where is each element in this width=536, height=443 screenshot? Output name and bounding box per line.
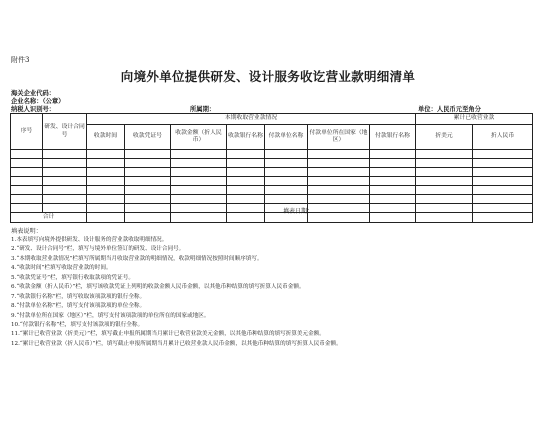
table-row xyxy=(11,186,533,195)
note-item: 12.“累计已收营业款（折人民币）”栏，填写截止申报所属期当月累计已收营业款人民币金额，以其他币种结算的填写折算人民币金额。 xyxy=(11,340,342,347)
document-title: 向境外单位提供研发、设计服务收讫营业款明细清单 xyxy=(120,69,416,84)
notes-title: 填表说明： xyxy=(11,228,42,235)
note-item: 9.“付款单位所在国家（地区）”栏，填写支付该项款项的单位所在的国家或地区。 xyxy=(11,312,210,319)
col-payer-country-header: 付款单位所在国家（地区） xyxy=(308,125,370,150)
col-voucher-no-header: 收款凭证号 xyxy=(125,125,171,150)
total-label: 合计 xyxy=(11,213,87,223)
fill-date-label: 填表日期： xyxy=(283,208,314,215)
table-row xyxy=(11,168,533,177)
note-item: 4.“收款时间”栏填写收取营业款的时间。 xyxy=(11,265,112,272)
total-row xyxy=(11,213,533,223)
col-receiving-bank-header: 收款银行名称 xyxy=(227,125,265,150)
col-seq-header: 序号 xyxy=(11,114,43,150)
col-receipt-time-header: 收款时间 xyxy=(87,125,125,150)
note-item: 11.“累计已收营业款（折美元）”栏，填写截止申报所属期当月累计已收营业款美元金额，以其他币种结算的填写折算美元金额。 xyxy=(11,331,325,338)
annex-label: 附件3 xyxy=(11,56,30,64)
taxpayer-id-label: 纳税人识别号： xyxy=(11,106,56,113)
note-item: 1.本表填写向境外提供研发、设计服务的营业款收取明细情况。 xyxy=(11,237,168,243)
note-item: 8.“付款单位名称”栏，填写支付该项款项的单位全称。 xyxy=(11,303,146,310)
col-paying-bank-header: 付款银行名称 xyxy=(370,125,416,150)
company-name-label: 企业名称：（公章） xyxy=(11,98,65,105)
notes-list xyxy=(11,236,531,349)
col-amount-rmb-header: 收款金额（折人民币） xyxy=(171,125,227,150)
col-cum-rmb-header: 折人民币 xyxy=(473,125,533,150)
col-cum-usd-header: 折美元 xyxy=(416,125,473,150)
table-row xyxy=(11,177,533,186)
group-current-header: 本期收取营业款情况 xyxy=(87,114,416,125)
col-payer-name-header: 付款单位名称 xyxy=(265,125,308,150)
note-item: 6.“收款金额（折人民币）”栏，填写该收款凭证上列明的收款金额人民币金额，以其他币种结算的填写折算人民币金额。 xyxy=(11,284,305,291)
table-row xyxy=(11,204,533,213)
table-row xyxy=(11,150,533,159)
period-label: 所属期： xyxy=(190,106,216,113)
group-cumulative-header: 累计已收营业款 xyxy=(416,114,533,125)
unit-label: 单位：人民币元至角分 xyxy=(418,106,481,113)
table-row xyxy=(11,195,533,204)
note-item: 3.“本期收取营业款情况”栏填写所属期当月收取营业款的明细情况，收款明细情况按照时间顺序填写。 xyxy=(11,255,263,262)
note-item: 10.“付款银行名称”栏，填写支付该款项的银行全称。 xyxy=(11,321,144,328)
note-item: 7.“收款银行名称”栏，填写收取该项款项的银行全称。 xyxy=(11,293,146,300)
detail-table xyxy=(10,113,533,223)
customs-code-label: 海关企业代码： xyxy=(11,90,56,97)
col-contract-header: 研发、设计合同号 xyxy=(43,114,87,150)
table-row xyxy=(11,159,533,168)
note-item: 5.“收款凭证号”栏，填写银行收取款项的凭证号。 xyxy=(11,274,134,281)
note-item: 2.“研发、设计合同号”栏，填写与境外单位签订的研发、设计合同号。 xyxy=(11,246,185,253)
